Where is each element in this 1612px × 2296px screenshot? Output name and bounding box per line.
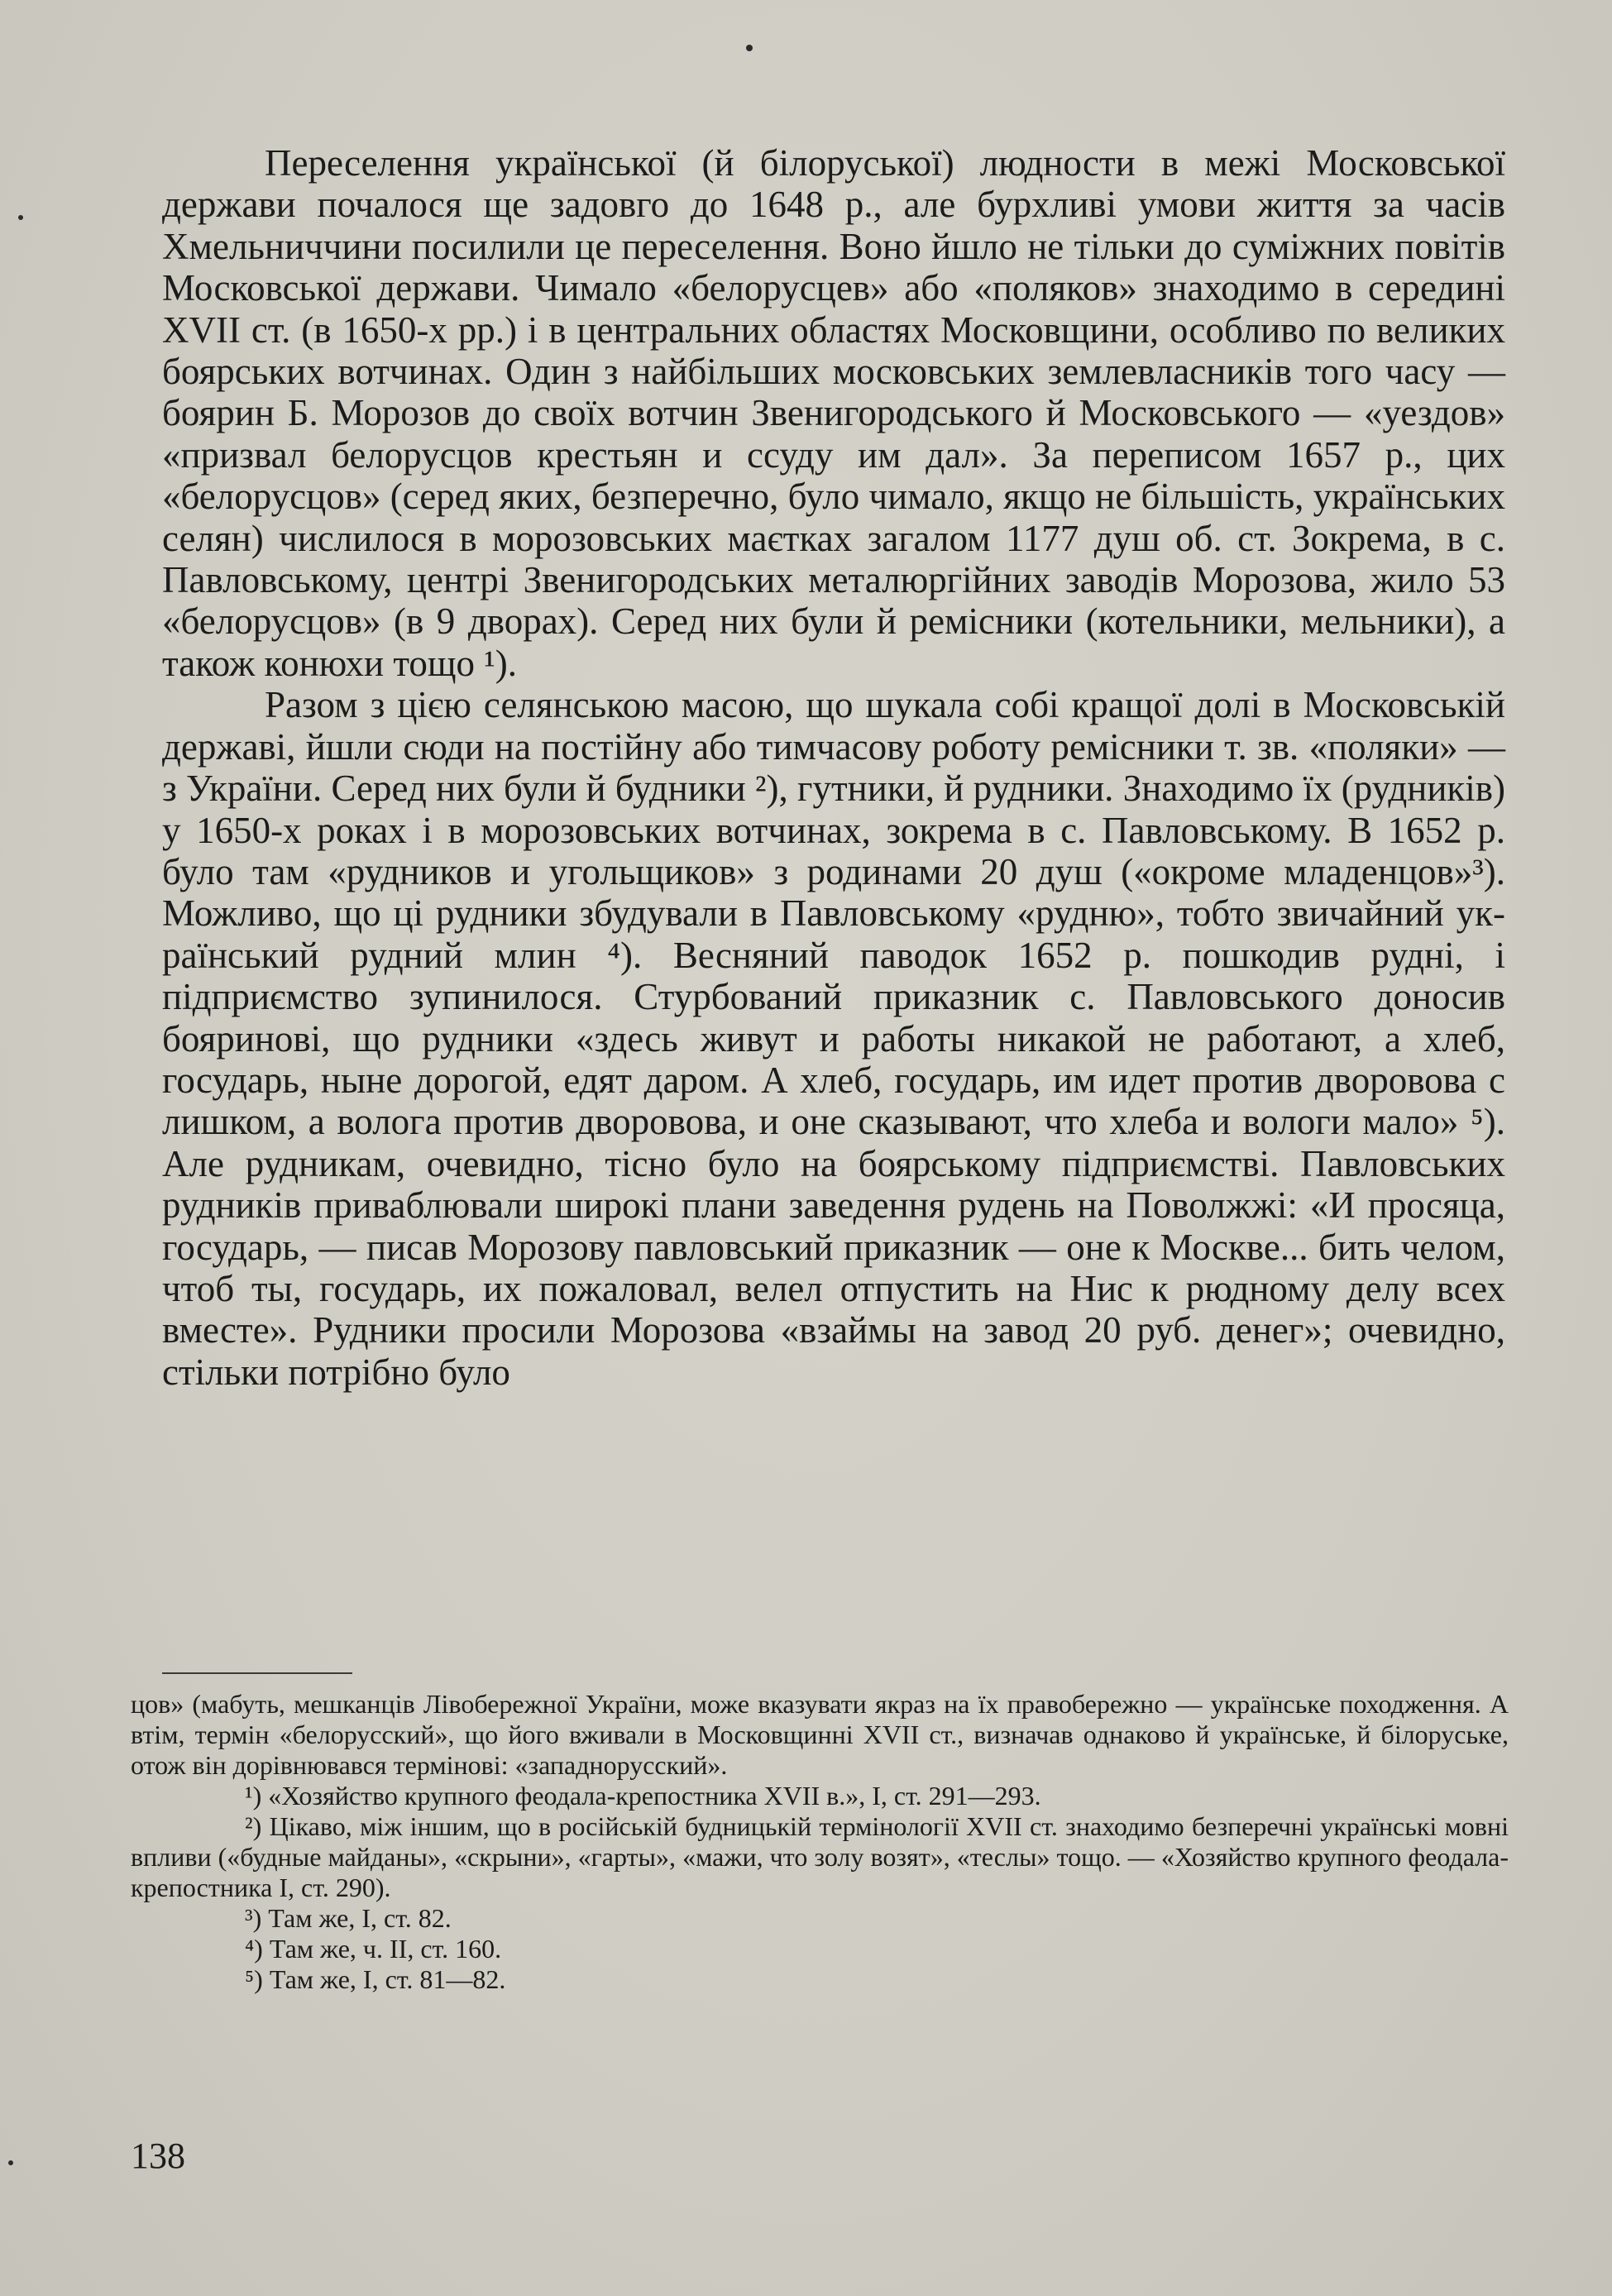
paragraph-resettlement: Переселення української (й білоруської) людности в межі Московської держави почалося ще задовго до 1648 р., але бурхливі умови життя за часів Хмельниччини посилили це переселення. Воно йшло не тільки до суміжних повітів Московської держави. Чимало «белорусцев» або «поляков» знаходимо в середині XVII ст. (в 1650-х рр.) і в центральних областях Московщини, особливо по великих боярських вотчинах. Один з найбільших московських землевласників того часу — боярин Б. Морозов до своїх вотчин Звенигородського й Московського — «уездов» «призвал белорусцов крестьян и ссуду им дал». За переписом 1657 р., цих «белорусцов» (серед яких, безперечно, було чимало, якщо не більшість, українських селян) числилося в морозовських маєтках загалом 1177 душ об. ст. Зокрема, в с. Павловському, центрі Звенигородських металюргійних заводів Морозова, жило 53 «белорусцов» (в 9 дворах). Серед них були й ремісники (котельники, мельники), а також конюхи тощо ¹).: [162, 142, 1505, 684]
footnote-divider: [162, 1672, 352, 1674]
footnote-5: ⁵) Там же, I, ст. 81—82.: [245, 1964, 506, 1994]
footnote-2: ²) Цікаво, між іншим, що в російській будницькій термінології XVII ст. знаходимо безперечні українські мовні впливи («будные майданы», «скрыни», «гарты», «мажи, что золу возят», «теслы» тощо. — «Хозяйство крупного феодала-крепостника I, ст. 290).: [131, 1811, 1509, 1902]
footnotes: [131, 1689, 1509, 1995]
footnote-3: ³) Там же, I, ст. 82.: [245, 1903, 452, 1933]
print-speck: [18, 215, 23, 220]
page-number: 138: [131, 2136, 185, 2176]
print-speck: [746, 45, 753, 51]
footnote-1: ¹) «Хозяйство крупного феодала-крепостника XVII в.», I, ст. 291—293.: [245, 1781, 1041, 1810]
footnote-4: ⁴) Там же, ч. II, ст. 160.: [245, 1934, 502, 1964]
main-text: [162, 142, 1505, 1393]
print-speck: [8, 2160, 13, 2165]
paragraph-craftsmen: Разом з цією селянською масою, що шукала собі кращої долі в Московській державі, йшли сюди на постійну або тимчасову роботу ремісники т. зв. «поляки» — з України. Серед них були й будники ²), гутники, й рудники. Знаходимо їх (рудників) у 1650-х роках і в морозовських вотчинах, зокрема в с. Павловському. В 1652 р. було там «рудников и угольщиков» з родинами 20 душ («окроме младенцов»³). Можливо, що ці рудники збудували в Павловському «рудню», тобто звичайний український рудний млин ⁴). Весняний паводок 1652 р. пошкодив рудні, і підприємство зупинилося. Стурбований приказник с. Павловського доносив бояринові, що рудники «здесь живут и работы никакой не работают, а хлеб, государь, ныне дорогой, едят даром. А хлеб, государь, им идет против дворовова с лишком, а волога против дворовова, и оне сказывают, что хлеба и вологи мало» ⁵). Але рудникам, очевидно, тісно було на боярському підприємстві. Павловських рудників приваблювали широкі плани заведення рудень на Поволжжі: «И просяца, государь, — писав Морозову павловський приказник — оне к Москве... бить челом, чтоб ты, государь, их пожаловал, велел отпустить на Нис к рюдному делу всех вместе». Рудники просили Морозова «взаймы на завод 20 руб. денег»; очевидно, стільки потрібно було: [162, 684, 1505, 1393]
footnote-continuation: цов» (мабуть, мешканців Лівобережної України, може вказувати якраз на їх правобережно — українське походження. А втім, термін «белорусский», що його вживали в Московщинні XVII ст., визначав однаково й українське, й білоруське, отож він дорівнювався термінові: «западнорусский».: [131, 1689, 1509, 1780]
